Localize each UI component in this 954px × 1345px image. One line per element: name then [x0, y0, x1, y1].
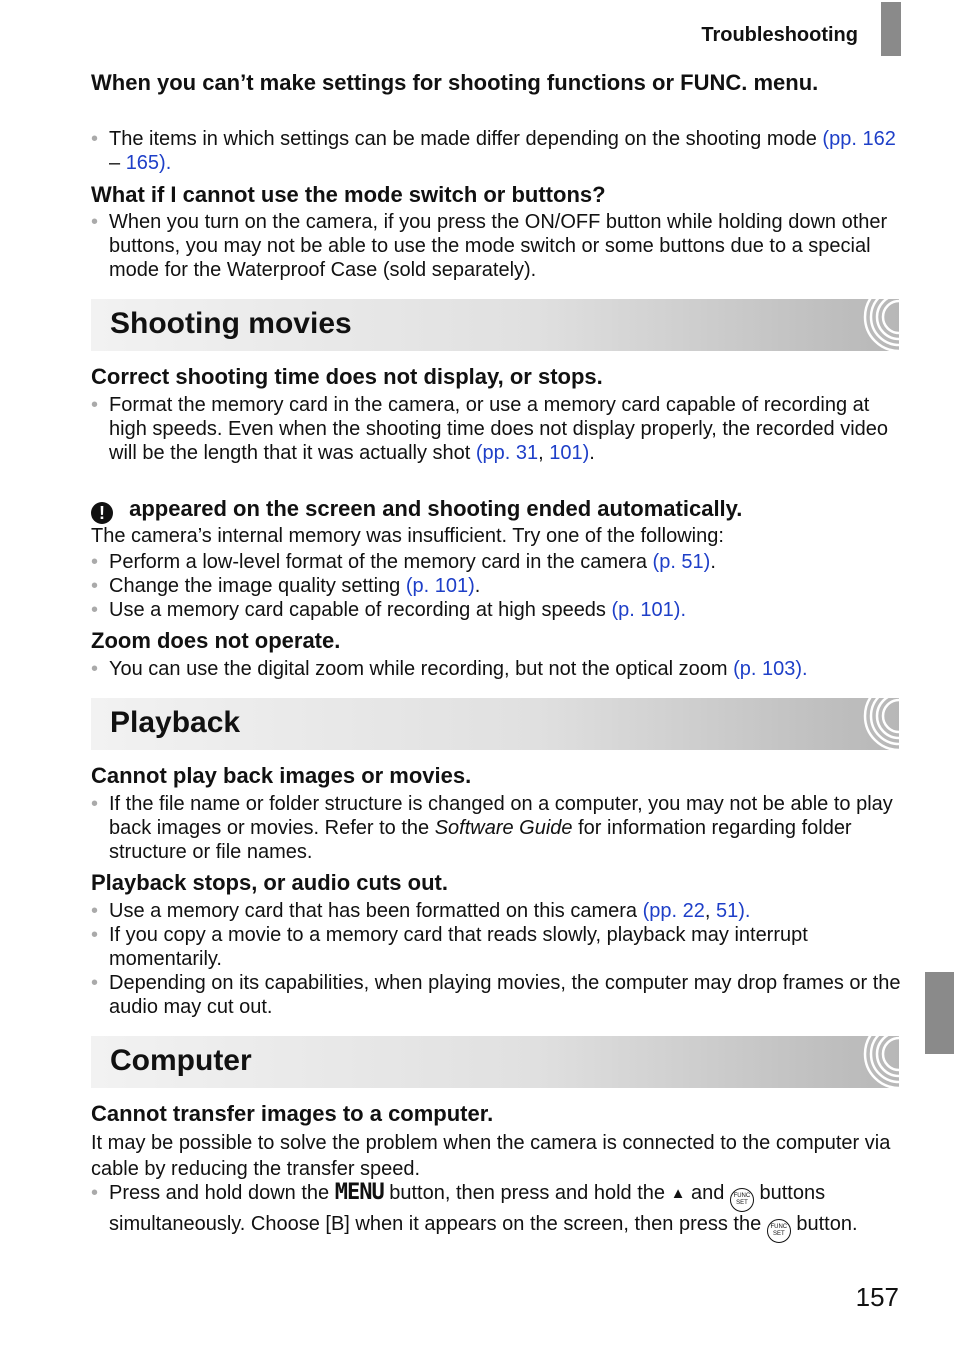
warning-bullet-3: [91, 598, 901, 622]
section-band-shooting-movies: [91, 299, 899, 351]
zoom-bullet: [91, 657, 901, 681]
stops-bullet-1: [91, 899, 901, 923]
warning-heading-text: appeared on the screen and shooting ended automatically.: [123, 496, 743, 521]
link-separator: ,: [538, 442, 550, 464]
warning-bullet-1: [91, 550, 901, 574]
page-link[interactable]: 165): [125, 152, 166, 174]
stops-bullet-3: • Depending on its capabilities, when playing movies, the computer may drop frames or the audio may cut out.: [91, 971, 901, 1019]
bullet-text: button, then press and hold the: [383, 1182, 671, 1204]
bullet-end: .: [744, 900, 751, 922]
bullet-text: Press and hold down the: [109, 1182, 335, 1204]
cannot-play-bullet: [91, 792, 901, 864]
page-link[interactable]: (p. 101): [405, 575, 475, 597]
chapter-tab-top: [881, 2, 901, 56]
zoom-heading: Zoom does not operate.: [91, 628, 341, 653]
func-menu-heading: When you can’t make settings for shooting functions or FUNC. menu.: [91, 70, 819, 95]
set-label: SET: [736, 1200, 748, 1206]
cannot-play-heading: Cannot play back images or movies.: [91, 763, 472, 788]
section-band-playback: [91, 698, 899, 750]
bullet-end: .: [680, 599, 686, 621]
stops-bullet-2: • If you copy a movie to a memory card that reads slowly, playback may interrupt momentarily.: [91, 923, 901, 971]
up-arrow-icon: ▲: [670, 1185, 686, 1202]
link-separator: ,: [704, 900, 716, 922]
transfer-heading: Cannot transfer images to a computer.: [91, 1101, 494, 1126]
bullet-text: and: [685, 1182, 730, 1204]
page-link[interactable]: (pp. 22: [642, 900, 705, 922]
page-link[interactable]: (p. 103): [733, 658, 803, 680]
bullet-text: Perform a low-level format of the memory card in the camera: [109, 551, 653, 573]
menu-button-icon: MENU: [334, 1180, 384, 1205]
func-set-icon: [767, 1219, 791, 1243]
transfer-intro: It may be possible to solve the problem when the camera is connected to the computer via cable by reducing the transfer speed.: [91, 1132, 891, 1180]
page-link[interactable]: (p. 51): [652, 551, 711, 573]
section-title: Playback: [110, 706, 241, 739]
bullet-text: You can use the digital zoom while recording, but not the optical zoom: [109, 658, 734, 680]
mode-switch-bullet: • When you turn on the camera, if you press the ON/OFF button while holding down other buttons, you may not be able to use the mode switch or some buttons due to a special mode for the Waterproof Case (sold separately).: [91, 210, 901, 282]
func-menu-bullet: [91, 127, 901, 175]
software-guide-title: Software Guide: [434, 817, 573, 839]
bullet-end: .: [710, 551, 716, 573]
link-separator: –: [109, 152, 126, 174]
bullet-text: Change the image quality setting: [109, 575, 406, 597]
bullet-end: .: [474, 575, 481, 597]
set-label: SET: [772, 1231, 785, 1237]
warning-icon: !: [91, 502, 113, 524]
warning-bullet-2: [91, 574, 901, 598]
bullet-text: Use a memory card that has been formatted on this camera: [109, 900, 643, 922]
chapter-tab-side: [925, 972, 954, 1054]
bullet-end: .: [589, 442, 595, 464]
section-band-computer: [91, 1036, 899, 1088]
func-label: FUNC: [770, 1224, 788, 1230]
transfer-bullet: [91, 1181, 901, 1243]
page-link[interactable]: 101): [549, 442, 590, 464]
bullet-end: .: [802, 658, 808, 680]
bullet-text: buttons simultaneously. Choose [B] when it appears on the screen, then press the: [109, 1182, 826, 1235]
playback-stops-heading: Playback stops, or audio cuts out.: [91, 870, 448, 895]
running-head: Troubleshooting: [701, 24, 858, 46]
bullet-end: .: [165, 152, 172, 174]
page-link[interactable]: (p. 101): [611, 599, 681, 621]
bullet-text: Format the memory card in the camera, or use a memory card capable of recording at high speeds. Even when the shooting time does not display properly, the recorded video will be the length that it was actually shot: [109, 394, 889, 464]
arc-decoration-icon: [799, 1036, 899, 1088]
warning-intro: The camera’s internal memory was insufficient. Try one of the following:: [91, 525, 724, 547]
bullet-text: for information regarding folder structure or file names.: [109, 817, 852, 863]
time-bullet: [91, 393, 901, 465]
section-title: Computer: [110, 1044, 252, 1077]
bullet-text: If the file name or folder structure is changed on a computer, you may not be able to play back images or movies. Refer to the: [109, 793, 893, 839]
arc-decoration-icon: [799, 698, 899, 750]
page-link[interactable]: 51): [715, 900, 745, 922]
arc-decoration-icon: [799, 299, 899, 351]
page-number: 157: [855, 1282, 899, 1312]
time-heading: Correct shooting time does not display, or stops.: [91, 364, 603, 389]
bullet-text: The items in which settings can be made differ depending on the shooting mode: [109, 128, 823, 150]
func-set-icon: [730, 1188, 754, 1212]
bullet-text: Use a memory card capable of recording at high speeds: [109, 599, 612, 621]
bullet-text: button.: [790, 1213, 858, 1235]
page-link[interactable]: (pp. 162: [822, 128, 896, 150]
section-title: Shooting movies: [110, 307, 352, 340]
func-label: FUNC: [733, 1193, 751, 1199]
mode-switch-heading: What if I cannot use the mode switch or buttons?: [91, 182, 606, 207]
page-link[interactable]: (pp. 31: [475, 442, 539, 464]
warning-heading: [91, 494, 742, 524]
